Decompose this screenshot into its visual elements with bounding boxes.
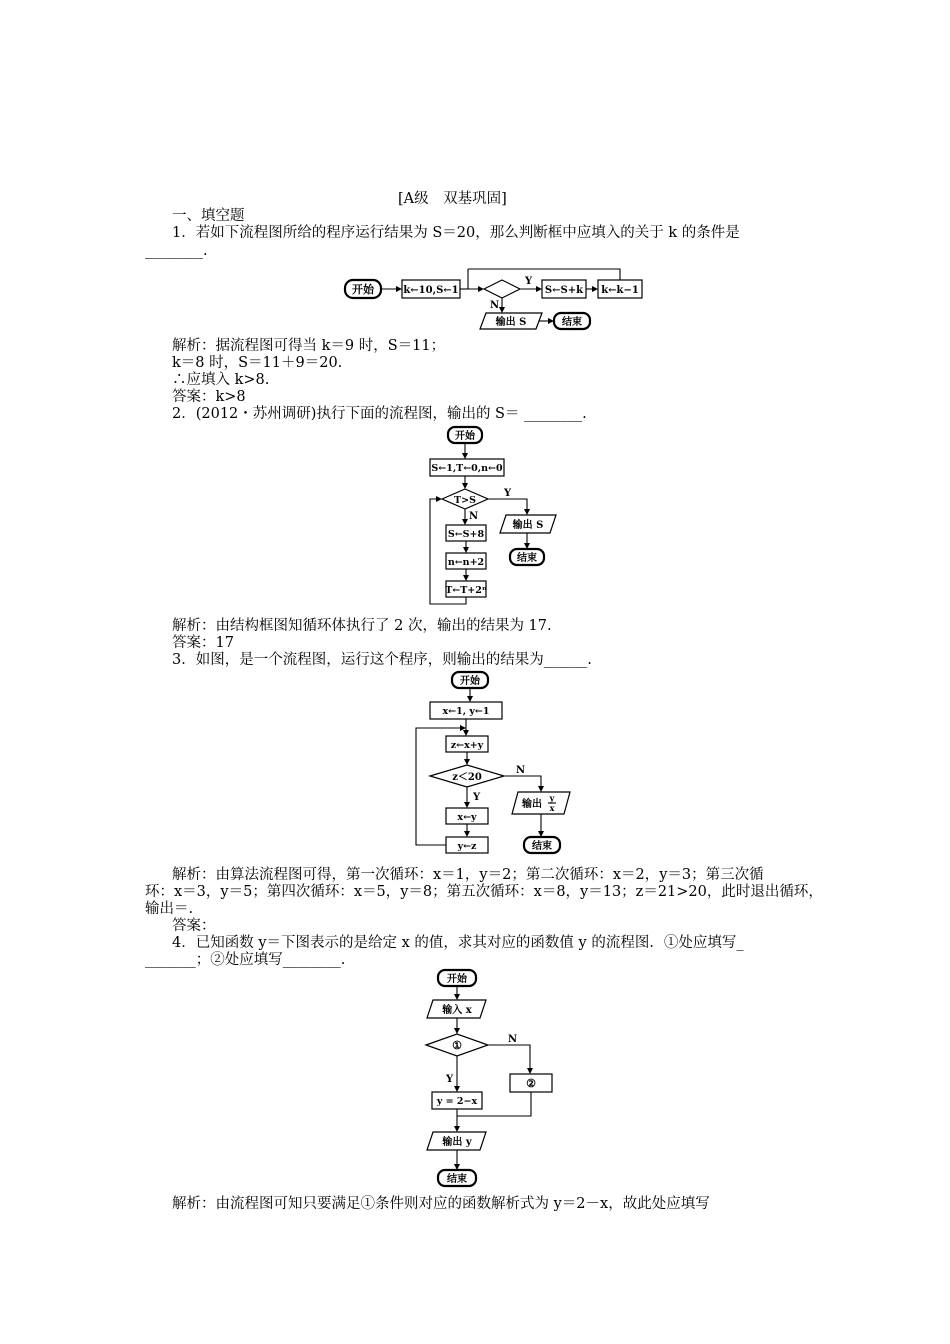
q3-yes-label: Y	[473, 792, 481, 803]
q4-analysis: 解析：由流程图可知只要满足①条件则对应的函数解析式为 y＝2－x，故此处应填写	[172, 1196, 710, 1212]
q2-yes-label: Y	[504, 488, 512, 499]
q1-update-k-label: k←k−1	[601, 285, 639, 296]
q2-no-label: N	[469, 511, 479, 522]
q2-start-label: 开始	[455, 431, 475, 442]
q1-end-label: 结束	[562, 317, 582, 328]
q1-blank: ________.	[145, 243, 208, 259]
q2-init-label: S←1,T←0,n←0	[431, 463, 503, 474]
q2-answer: 答案：17	[172, 635, 234, 651]
q2-cond-label: T>S	[454, 495, 476, 506]
q3-start-label: 开始	[460, 676, 480, 687]
q3-no-label: N	[516, 765, 526, 776]
q4-flowchart	[420, 968, 565, 1193]
q1-analysis-1: 解析：据流程图可得当 k＝9 时，S＝11；	[172, 338, 446, 354]
q2-text: 2．(2012・苏州调研)执行下面的流程图，输出的 S＝ ________.	[172, 406, 587, 422]
q4-start-label: 开始	[447, 974, 467, 985]
q2-flowchart	[424, 425, 564, 610]
q3-text: 3．如图，是一个流程图，运行这个程序，则输出的结果为______.	[172, 652, 592, 668]
q4-yes-label: Y	[446, 1074, 454, 1085]
q4-text-1: 4．已知函数 y＝下图表示的是给定 x 的值，求其对应的函数值 y 的流程图．①处应填写_	[172, 935, 744, 951]
q3-output-denominator: x	[549, 803, 555, 813]
q3-cond-label: z＜20	[452, 772, 482, 783]
q3-analysis-3: 输出＝.	[145, 901, 194, 917]
q4-text-2: _______；②处应填写________.	[145, 952, 346, 968]
q4-no-label: N	[508, 1034, 518, 1045]
q3-end-label: 结束	[532, 841, 552, 852]
q3-step1-label: z←x+y	[450, 740, 484, 751]
q4-end-label: 结束	[447, 1174, 467, 1185]
q2-step2-label: n←n+2	[447, 557, 485, 568]
q3-analysis-2: 环：x＝3，y＝5；第四次循环：x＝5，y＝8；第五次循环：x＝8，y＝13；z＝21>20，此时退出循环，	[145, 884, 823, 900]
q3-step3-label: y←z	[457, 841, 477, 852]
q2-output-label: 输出 S	[512, 520, 544, 531]
q2-step3-label: T←T+2ⁿ	[445, 585, 487, 596]
q4-cond-label: ①	[452, 1039, 462, 1052]
q3-step2-label: x←y	[457, 812, 477, 823]
q1-analysis-2: k＝8 时，S＝11＋9＝20.	[172, 355, 343, 371]
q4-output-label: 输出 y	[442, 1137, 472, 1148]
q1-analysis-3: ∴应填入 k>8.	[172, 372, 270, 388]
q3-answer: 答案：	[172, 918, 216, 934]
q1-no-label: N	[490, 300, 500, 311]
q1-output-label: 输出 S	[495, 317, 527, 328]
q1-answer: 答案：k>8	[172, 389, 246, 405]
q3-analysis-1: 解析：由算法流程图可得，第一次循环：x＝1，y＝2；第二次循环：x＝2，y＝3；第三次循	[172, 867, 764, 883]
q1-yes-label: Y	[525, 276, 533, 287]
section-level-header: [A级 双基巩固]	[398, 191, 507, 207]
q3-init-label: x←1, y←1	[442, 706, 490, 717]
q3-output-numerator: y	[549, 793, 555, 803]
q1-update-s-label: S←S+k	[544, 285, 584, 296]
q4-assign-label: y = 2−x	[436, 1096, 478, 1107]
q4-box2-label: ②	[526, 1077, 536, 1090]
q1-text: 1．若如下流程图所给的程序运行结果为 S＝20，那么判断框中应填入的关于 k 的条件是	[172, 225, 740, 241]
q2-analysis: 解析：由结构框图知循环体执行了 2 次，输出的结果为 17.	[172, 618, 552, 634]
q2-step1-label: S←S+8	[447, 529, 485, 540]
q3-output-label: 输出	[522, 799, 542, 810]
q3-flowchart	[410, 670, 585, 860]
q1-init-label: k←10,S←1	[403, 285, 459, 296]
q1-flowchart	[340, 264, 650, 334]
q1-decision	[484, 280, 520, 298]
q1-start-label: 开始	[352, 283, 374, 296]
section-title: 一、填空题	[172, 208, 245, 224]
q2-end-label: 结束	[517, 553, 537, 564]
q4-input-label: 输入 x	[442, 1005, 472, 1016]
